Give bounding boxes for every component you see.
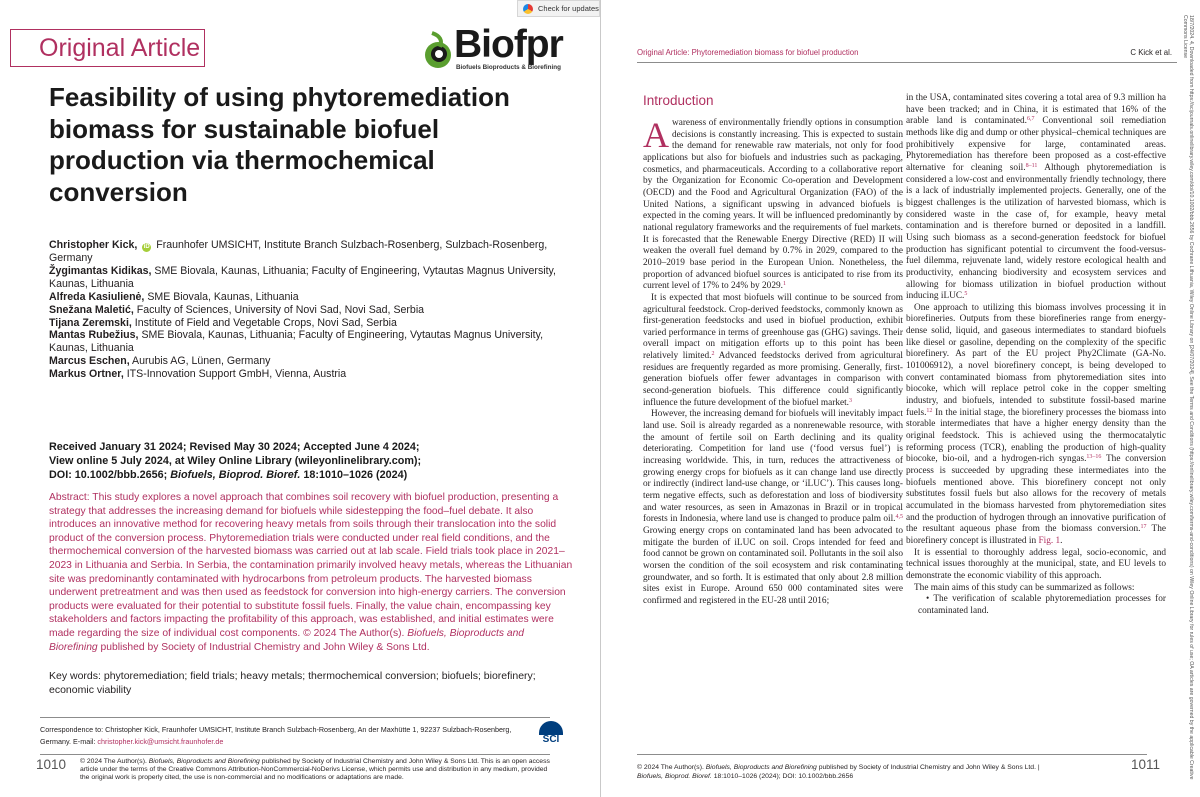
- citation-link[interactable]: 3: [849, 397, 853, 404]
- page-number-left: 1010: [36, 757, 67, 772]
- license-journal: Biofuels, Bioproducts and Biorefining: [148, 758, 260, 765]
- sci-logo-text: SCI: [542, 734, 560, 745]
- divider: [637, 754, 1147, 755]
- author-entry: [49, 368, 574, 381]
- abstract: [49, 491, 574, 654]
- author-name[interactable]: Žygimantas Kidikas,: [49, 264, 152, 277]
- keywords: Key words: phytoremediation; field trials; heavy metals; thermochemical conversion; biofuels; biorefinery; economic viability: [49, 670, 536, 696]
- author-entry: [49, 317, 574, 330]
- license-text: published by Society of Industrial Chemistry and John Wiley & Sons Ltd. This is an open access article under the terms of the Creative Commons Attribution-NonCommercial-NoDerivs License, which permits use and distribution in any medium, provided the original work is properly cited, the use is non-commercial and no modifications or adaptations are made.: [80, 758, 550, 782]
- author-list: [49, 239, 574, 381]
- abstract-journal: Biofuels, Bioproducts and Biorefining: [49, 627, 525, 653]
- author-affiliation: SME Biovala, Kaunas, Lithuania; Faculty of Engineering, Vytautas Magnus University, Kaunas, Lithuania: [49, 329, 544, 355]
- figure-link[interactable]: Fig. 1: [1038, 535, 1061, 546]
- check-updates-icon: [523, 4, 533, 14]
- paragraph-text: In the initial stage, the biorefinery processes the biomass into storable intermediates that have a higher energy density than the original feedstock. This is achieved using the thermocatalytic reforming process (TCR), enabling the production of high-quality biocoke, bio-oil, and a hydrogen-rich syngas.: [906, 407, 1166, 465]
- check-for-updates-button[interactable]: [517, 0, 600, 17]
- paragraph: [906, 303, 1166, 548]
- author-affiliation: Aurubis AG, Lünen, Germany: [132, 355, 271, 368]
- article-type-label: Original Article: [10, 29, 205, 67]
- check-updates-label: Check for updates: [538, 4, 599, 13]
- author-entry: [49, 239, 574, 265]
- paragraph-text: The biorefinery concept is illustrated in: [906, 524, 1166, 546]
- sci-logo-icon: [539, 721, 563, 735]
- author-name[interactable]: Markus Ortner,: [49, 368, 124, 381]
- author-affiliation: Fraunhofer UMSICHT, Institute Branch Sulzbach-Rosenberg, Sulzbach-Rosenberg, Germany: [49, 239, 548, 264]
- paragraph-text: Advanced feedstocks derived from agricultural residues are frequently regarded as more promising. Generally, first-generation biofuels offer fewer advantages in comparison with second-generation biofuels. This difference could significantly influence the future development of the biofuel market.: [643, 351, 903, 408]
- abstract-text: Abstract: This study explores a novel approach that combines soil recovery with biofuel production, presenting a strategy that addresses the increasing demand for biofuels while sidestepping the food–fuel debate. It also introduces an innovative method for recovering heavy metals from soils through their translocation into the solid product of the conversion process. Phytoremediation trials were conducted under real field conditions, and the thermochemical conversion of the harvested biomass was carried out at lab scale. Field trials took place in 2021–2023 in Lithuania and Serbia. In Serbia, the contamination primarily involved heavy metals, whereas the Lithuanian site was predominantly contaminated with hydrocarbons from petroleum products. The harvested biomass underwent pretreatment and was then used as feedstock for conversion into high-energy carriers. The conversion products were evaluated for their potential to substitute fossil fuels. Finally, the value chain, encompassing key stakeholders and factors impacting the profitability of this approach, was established, and initial estimates were made regarding the size of individual cost components. © 2024 The Author(s).: [49, 492, 573, 639]
- footer-journal-abbrev: Biofuels, Bioprod. Bioref.: [637, 773, 712, 780]
- footer-line-2: [637, 772, 1087, 781]
- paragraph-text: Conventional soil remediation methods like dig and dump or other physical–chemical techniques are prohibitively expensive for large, contaminated areas. Phytoremediation has therefore been proposed as a cost-effective alternative for cleaning soil.: [906, 116, 1167, 173]
- paragraph-text: Although phytoremediation is considered a low-cost and environmentally friendly technology, there is a lack of industrially implemented projects. Generally, one of the biggest challenges is the utilization of harvested biomass, which is considered waste in the case of, for example, heavy metal contamination and is therefore burned or deposited in a landfill. Using such biomass as a second-generation feedstock for biofuel production has significant potential to circumvent the food-versus-fuel dilemma, rejuvenate land, widely restore ecological health and productivity, enhancing biodiversity and ecosystem services and allowing for biomass utilization in biofuel production without inducing iLUC.: [906, 162, 1166, 302]
- author-entry: [49, 265, 574, 291]
- citation-link[interactable]: 6,7: [1026, 116, 1035, 123]
- citation-link[interactable]: 17: [1140, 524, 1147, 531]
- running-author: C Kick et al.: [1130, 48, 1172, 57]
- author-affiliation: Faculty of Sciences, University of Novi Sad, Novi Sad, Serbia: [136, 303, 425, 316]
- doi-prefix: DOI: 10.1002/bbb.2656;: [49, 469, 171, 481]
- author-name[interactable]: Snežana Maletić,: [49, 303, 134, 316]
- journal-logo[interactable]: [420, 23, 570, 77]
- correspondence-text: Correspondence to: Christopher Kick, Fraunhofer UMSICHT, Institute Branch Sulzbach-Rosenberg, An der Maxhütte 1, 92237 Sulzbach-Rosenberg, Germany. E-mail:: [40, 725, 512, 746]
- author-name[interactable]: Tijana Zeremski,: [49, 316, 132, 329]
- author-affiliation: Institute of Field and Vegetable Crops, Novi Sad, Serbia: [134, 316, 397, 329]
- author-name[interactable]: Alfreda Kasiulienė,: [49, 290, 145, 303]
- paragraph-text: wareness of environmentally friendly options in consumption decisions is constantly increasing. This is expected to sustain the demand for renewable raw materials, not only for food applications but also for biofuels and industries such as packaging, cosmetics, and pharmaceuticals. According to a collaborative report by the Organization for Economic Co-operation and Development (OECD) and the Food and Agricultural Organization (FAO) of the United Nations, a significant upswing in advanced biofuels is expected in the coming years. It will be influenced predominantly by national regulatory frameworks and the requirements of fuel markets. It is forecasted that the Renewable Energy Directive (RED) II will weaken the overall fuel demand by 0.7% in 2029, compared to the 2010–2019 base period in the European Union. Nonetheless, the proportion of advanced biofuel sources is anticipated to rise from its current level of 17% to 24% by 2029.: [643, 118, 903, 292]
- paragraph: The main aims of this study can be summarized as follows:: [914, 582, 1135, 593]
- running-head: Original Article: Phytoremediation biomass for biofuel production: [637, 48, 859, 57]
- divider: [40, 754, 550, 755]
- dates-line-2: View online 5 July 2024, at Wiley Online Library (wileyonlinelibrary.com);: [49, 455, 422, 467]
- citation-link[interactable]: 12: [926, 407, 933, 414]
- text-column-1: [643, 93, 903, 608]
- footer-line-1: [637, 763, 1087, 772]
- paragraph: [643, 293, 903, 410]
- dates-line-1: Received January 31 2024; Revised May 30 2024; Accepted June 4 2024;: [49, 441, 420, 453]
- paragraph-text: One approach to utilizing this biomass involves processing it in biorefineries. Outputs from these biorefineries range from energy-dense solid, liquid, and gaseous intermediates to standard biofuels like diesel or gasoline, depending on the complexity of the specific biorefinery. As part of the EU project Phy2Climate (GA-No. 101006912), a novel biorefinery concept, is being developed to convert contaminated biomass from phytoremediation sites into biocoke, which will replace petrol coke in the copper smelting industry, and biofuels, intended to substitute fossil-based marine fuels.: [906, 302, 1166, 418]
- page-number-right: 1011: [1130, 757, 1160, 772]
- doi-suffix: 18:1010–1026 (2024): [300, 469, 408, 481]
- section-heading: Introduction: [643, 93, 714, 108]
- citation-link[interactable]: 8–11: [1025, 162, 1038, 169]
- divider: [40, 717, 550, 718]
- paragraph: [906, 93, 1166, 303]
- citation-link[interactable]: 13–16: [1086, 454, 1102, 461]
- paragraph-text: in the USA, contaminated sites covering a total area of 9.3 million ha have been tracked; and in China, it is estimated that 16% of the arable land is contaminated.: [906, 93, 1166, 127]
- paragraph-text: However, the increasing demand for biofuels will inevitably impact land use. Soil is already regarded as a nonrenewable resource, with the amount of fertile soil on Earth declining and its quality deteriorating. Competition for land use (‘food versus fuel’) is increasing worldwide. This, in turn, reduces the attractiveness of growing energy crops for biofuels as it can change land use directly or indirectly (indirect land-use change, or ‘iLUC’). This causes long-term negative effects, such as deforestation and loss of biodiversity and water resources, as seen in Amazonas in Brazil or in tropical forests in Indonesia, where land use is changed to produce palm oil.: [643, 409, 903, 525]
- author-entry: [49, 291, 574, 304]
- footer-prefix: © 2024 The Author(s).: [637, 764, 706, 771]
- right-footer: [637, 763, 1087, 781]
- license-prefix: © 2024 The Author(s).: [80, 758, 149, 765]
- author-affiliation: SME Biovala, Kaunas, Lithuania: [147, 290, 299, 303]
- footer-journal: Biofuels, Bioproducts and Biorefining: [705, 764, 817, 771]
- author-entry: [49, 355, 574, 368]
- paragraph-text: Growing energy crops on contaminated land has been advocated to mitigate the burden of iLUC on soil. Crops intended for feed and food cannot be grown on contaminated soil. Pollutants in the soil also worsen the condition of the soil ecosystem and risk contaminating groundwater, and so forth. It is estimated that only about 2.8 million sites exist in Europe. Around 650 000 contaminated sites were confirmed and registered in the EU-28 until 2016;: [643, 525, 903, 606]
- license-footer: [80, 758, 550, 783]
- author-entry: [49, 329, 574, 355]
- footer-tail: published by Society of Industrial Chemistry and John Wiley & Sons Ltd. |: [816, 764, 1040, 771]
- text-column-2: [906, 93, 1166, 618]
- paragraph-text: .: [1060, 535, 1063, 546]
- correspondence: [40, 724, 520, 748]
- publication-dates: [49, 440, 574, 482]
- right-page: [601, 0, 1200, 797]
- doi-line[interactable]: [49, 468, 574, 482]
- dropcap: A: [643, 115, 669, 155]
- paragraph: [643, 409, 903, 607]
- author-affiliation: SME Biovala, Kaunas, Lithuania; Faculty of Engineering, Vytautas Magnus University, Kaunas, Lithuania: [49, 264, 557, 290]
- author-name[interactable]: Marcus Eschen,: [49, 355, 130, 368]
- paragraph: It is essential to thoroughly address legal, socio-economic, and technical issues thoroughly at the municipal, state, and EU levels to demonstrate the economic viability of this approach.: [906, 547, 1166, 581]
- author-name[interactable]: Mantas Rubežius,: [49, 329, 139, 342]
- article-title: Feasibility of using phytoremediation biomass for sustainable biofuel production via thermochemical conversion: [49, 82, 510, 207]
- abstract-tail: published by Society of Industrial Chemistry and John Wiley & Sons Ltd.: [97, 641, 430, 653]
- citation-link[interactable]: 2: [711, 351, 715, 358]
- author-name[interactable]: Christopher Kick,: [49, 239, 138, 251]
- journal-logo-tagline: Biofuels Bioproducts & Biorefining: [456, 64, 561, 71]
- orcid-icon[interactable]: iD: [143, 244, 150, 250]
- author-entry: [49, 304, 574, 317]
- footer-doi: 18:1010–1026 (2024); DOI: 10.1002/bbb.2656: [711, 773, 854, 780]
- biofpr-logo-icon: [422, 29, 454, 73]
- citation-link[interactable]: 4,5: [895, 514, 903, 521]
- list-item: • The verification of scalable phytoremediation processes for contaminated land.: [918, 594, 1166, 616]
- journal-logo-name: Biofpr: [454, 23, 563, 66]
- paragraph-text: It is expected that most biofuels will continue to be sourced from agricultural feedstock. Crop-derived feedstocks, commonly known as first-generation feedstocks and used in biofuel production, exhibit varied performance in terms of greenhouse gas (GHG) savings. Their overall impact on mitigation efforts up to this point has been relatively limited.: [643, 292, 903, 362]
- paragraph-text: The conversion process is succeeded by upgrading these intermediates into the biofuels mentioned above. This biorefinery concept not only substitutes fossil fuels but also allows for the recovery of metals accumulated in the biomass harvested from phytoremediation sites and the production of hydrogen through an innovative purification of the resultant aqueous phase from the biomass conversion.: [906, 454, 1166, 535]
- divider: [637, 62, 1177, 63]
- paragraph: [643, 115, 903, 293]
- citation-link[interactable]: 5: [964, 291, 968, 298]
- sci-logo: [533, 721, 569, 749]
- download-watermark-strip: 18/7/2024. 4, Downloaded from https://scijournals.onlinelibrary.wiley.com/doi/10.1002/bbb.2656 by Cochrane Lithuania, Wiley Online Library on [24/07/2024]. See the Terms and Conditions (https://onlinelibrary.wiley.com/terms-and-conditions) on Wiley Online Library for rules of use; OA articles are governed by the applicable Creative Commons License: [1182, 15, 1194, 780]
- correspondence-email-link[interactable]: christopher.kick@umsicht.fraunhofer.de: [97, 737, 224, 746]
- author-affiliation: ITS-Innovation Support GmbH, Vienna, Austria: [126, 368, 347, 381]
- citation-link[interactable]: 1: [782, 281, 786, 288]
- doi-journal: Biofuels, Bioprod. Bioref.: [170, 469, 301, 481]
